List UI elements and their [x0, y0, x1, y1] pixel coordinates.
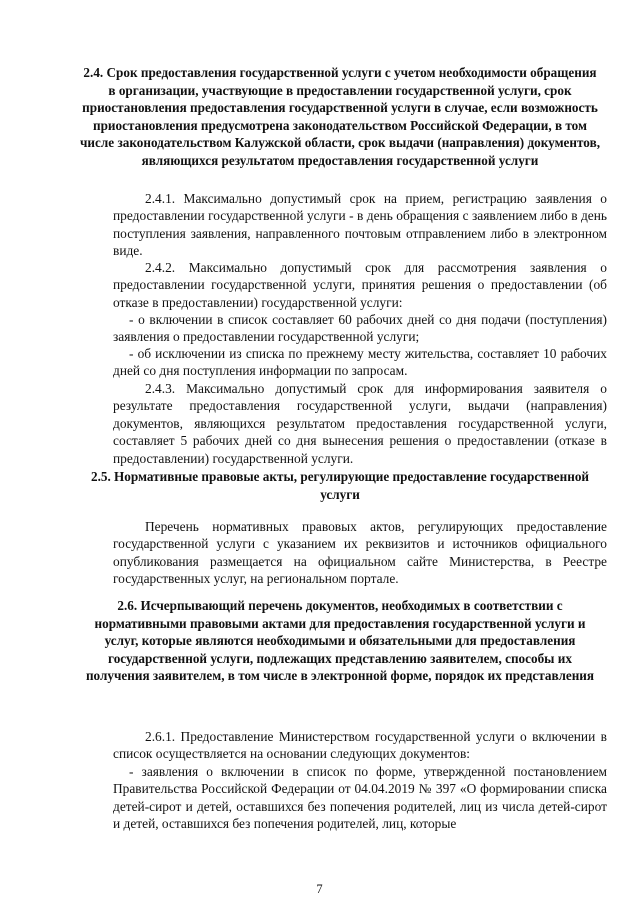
paragraph-2-6-1: 2.6.1. Предоставление Министерством государственной услуги о включении в список осуществляется на основании следующих документов: [113, 729, 607, 762]
paragraph-2-4-2: 2.4.2. Максимально допустимый срок для рассмотрения заявления о предоставлении государственной услуги, принятия решения о предоставлении (об отказе в предоставлении) государственной услуги: [113, 260, 607, 310]
section-heading-2-6: 2.6. Исчерпывающий перечень документов, необходимых в соответствии с нормативными правовыми актами для предоставления государственной услуги и услуг, которые являются необходимыми и обязательными для предоставления государственной услуги, подлежащих представлению заявителем, способы их получения заявителем, в том числе в электронной форме, порядок их представления [85, 598, 595, 684]
section-heading-2-5: 2.5. Нормативные правовые акты, регулирующие предоставление государственной услуги [90, 469, 590, 502]
paragraph-exclude-deadline: - об исключении из списка по прежнему месту жительства, составляет 10 рабочих дней со дня поступления информации по запросам. [113, 346, 607, 379]
page-number: 7 [316, 882, 323, 896]
section-heading-2-4: 2.4. Срок предоставления государственной услуги с учетом необходимости обращения в организации, участвующие в предоставлении государственной услуги, срок приостановления предоставления государственной услуги в случае, если возможность приостановления предусмотрена законодательством Российской Федерации, в том числе законодательством Калужской области, срок выдачи (направления) документов, являющихся результатом предоставления государственной услуги [80, 65, 600, 168]
paragraph-2-4-3: 2.4.3. Максимально допустимый срок для информирования заявителя о результате предоставления государственной услуги, выдачи (направления) документов, являющихся результатом предоставления государственной услуги, составляет 5 рабочих дней со дня вынесения решения о предоставлении (отказе в предоставлении) государственной услуги. [113, 381, 607, 466]
paragraph-include-deadline: - о включении в список составляет 60 рабочих дней со дня подачи (поступления) заявления о предоставлении государственной услуги; [113, 312, 607, 345]
paragraph-2-4-1: 2.4.1. Максимально допустимый срок на прием, регистрацию заявления о предоставлении государственной услуги - в день обращения с заявлением либо в день поступления заявления, направленного почтовым отправлением либо в электронном виде. [113, 191, 607, 259]
paragraph-application-form: - заявления о включении в список по форме, утвержденной постановлением Правительства Российской Федерации от 04.04.2019 № 397 «О формировании списка детей-сирот и детей, оставшихся без попечения родителей, лиц из числа детей-сирот и детей, оставшихся без попечения родителей, лиц, которые [113, 764, 607, 832]
paragraph-2-5: Перечень нормативных правовых актов, регулирующих предоставление государственной услуги с указанием их реквизитов и источников официального опубликования размещается на официальном сайте Министерства, в Реестре государственных услуг, на региональном портале. [113, 519, 607, 587]
